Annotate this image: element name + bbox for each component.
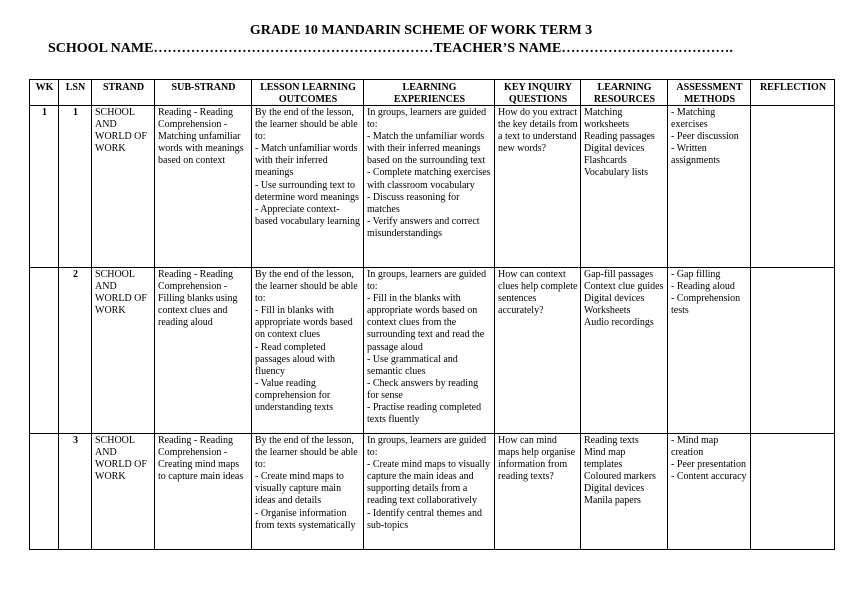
col-header-assessment: ASSESSMENT METHODS (668, 80, 751, 106)
cell-experiences-line: - Fill in the blanks with appropriate words based on context clues from the surrounding text and read the passage aloud (367, 293, 485, 353)
table-row (30, 434, 835, 550)
cell-experiences-line: - Complete matching exercises with classroom vocabulary (367, 167, 491, 191)
col-header-inquiry: KEY INQUIRY QUESTIONS (495, 80, 581, 106)
cell-resources-line: Digital devices (584, 143, 645, 155)
cell-experiences (364, 434, 495, 550)
col-header-reflection: REFLECTION (751, 80, 835, 106)
cell-experiences-line: - Create mind maps to visually capture the main ideas and supporting details from a reading text collaboratively (367, 459, 491, 507)
cell-resources-line: Coloured markers (584, 471, 656, 483)
cell-outcomes (252, 106, 364, 268)
cell-outcomes-line: - Value reading comprehension for understanding texts (255, 377, 334, 414)
col-header-outcomes: LESSON LEARNING OUTCOMES (252, 80, 364, 106)
cell-assessment-line: - Content accuracy (671, 471, 747, 483)
cell-resources-line: Context clue guides (584, 281, 664, 293)
cell-resources-line: Mind map templates (584, 447, 626, 471)
col-header-sub-strand: SUB-STRAND (155, 80, 252, 106)
cell-lesson: 3 (59, 434, 92, 550)
cell-resources-line: Manila papers (584, 495, 641, 507)
cell-resources-line: Vocabulary lists (584, 167, 648, 179)
cell-resources-line: Worksheets (584, 305, 631, 317)
cell-resources-line: Reading passages (584, 131, 655, 143)
cell-experiences-line: - Check answers by reading for sense (367, 377, 479, 401)
cell-week (30, 268, 59, 434)
scheme-of-work-table (29, 79, 835, 550)
cell-outcomes-line: By the end of the lesson, the learner should be able to: (255, 435, 358, 471)
cell-assessment-line: - Peer discussion (671, 131, 739, 143)
cell-assessment-line: - Comprehension tests (671, 293, 741, 317)
cell-outcomes (252, 268, 364, 434)
cell-resources-line: Reading texts (584, 435, 639, 446)
table-row (30, 106, 835, 268)
cell-strand: SCHOOL AND WORLD OF WORK (92, 268, 155, 434)
cell-experiences-line: In groups, learners are guided to: (367, 269, 487, 293)
cell-experiences-line: - Practise reading completed texts fluently (367, 402, 482, 426)
cell-experiences-line: In groups, learners are guided to: (367, 107, 487, 131)
cell-inquiry: How can context clues help complete sentences accurately? (495, 268, 581, 434)
cell-assessment-line: - Peer presentation (671, 459, 746, 471)
cell-reflection (751, 268, 835, 434)
cell-outcomes-line: By the end of the lesson, the learner should be able to: (255, 107, 358, 143)
cell-inquiry: How do you extract the key details from a text to understand new words? (495, 106, 581, 268)
cell-sub-strand: Reading - Reading Comprehension - Matching unfamiliar words with meanings based on context (155, 106, 252, 268)
cell-reflection (751, 106, 835, 268)
cell-outcomes-line: - Use surrounding text to determine word meanings (255, 179, 359, 203)
cell-experiences (364, 106, 495, 268)
cell-lesson: 1 (59, 106, 92, 268)
cell-assessment-line: - Mind map creation (671, 435, 719, 459)
cell-resources (581, 106, 668, 268)
cell-assessment (668, 434, 751, 550)
cell-sub-strand: Reading - Reading Comprehension - Filling blanks using context clues and reading aloud (155, 268, 252, 434)
cell-reflection (751, 434, 835, 550)
cell-experiences-line: - Identify central themes and sub-topics (367, 507, 482, 531)
cell-inquiry: How can mind maps help organise information from reading texts? (495, 434, 581, 550)
table-row (30, 268, 835, 434)
cell-week: 1 (30, 106, 59, 268)
cell-outcomes-line: - Appreciate context-based vocabulary learning (255, 203, 360, 227)
cell-resources-line: Audio recordings (584, 317, 654, 329)
cell-outcomes-line: - Fill in blanks with appropriate words based on context clues (255, 305, 353, 341)
cell-resources (581, 434, 668, 550)
document-title: GRADE 10 MANDARIN SCHEME OF WORK TERM 3 (249, 23, 593, 38)
cell-outcomes-line: - Match unfamiliar words with their inferred meanings (255, 143, 358, 179)
cell-outcomes-line: - Read completed passages aloud with fluency (255, 341, 335, 377)
cell-sub-strand: Reading - Reading Comprehension - Creating mind maps to capture main ideas (155, 434, 252, 550)
col-header-strand: STRAND (92, 80, 155, 106)
cell-experiences-line: - Match the unfamiliar words with their inferred meanings based on the surrounding text (367, 131, 486, 167)
cell-outcomes-line: - Create mind maps to visually capture main ideas and details (255, 471, 344, 507)
col-header-lsn: LSN (59, 80, 92, 106)
col-header-resources: LEARNING RESOURCES (581, 80, 668, 106)
cell-experiences-line: In groups, learners are guided to: (367, 435, 487, 459)
cell-lesson: 2 (59, 268, 92, 434)
cell-outcomes-line: By the end of the lesson, the learner should be able to: (255, 269, 358, 305)
cell-resources-line: Digital devices (584, 483, 645, 495)
cell-resources-line: Flashcards (584, 155, 627, 167)
cell-assessment-line: - Written assignments (671, 143, 720, 167)
cell-experiences (364, 268, 495, 434)
cell-resources (581, 268, 668, 434)
cell-assessment-line: - Reading aloud (671, 281, 735, 293)
cell-experiences-line: - Use grammatical and semantic clues (367, 353, 458, 377)
school-teacher-line: SCHOOL NAME……………………………………………………TEACHER’S NAME………………………………. (48, 41, 733, 56)
cell-assessment (668, 268, 751, 434)
table-header-row (30, 80, 835, 106)
cell-assessment-line: - Matching exercises (671, 107, 716, 131)
cell-resources-line: Matching worksheets (584, 107, 629, 131)
cell-outcomes-line: - Organise information from texts systematically (255, 507, 356, 531)
cell-strand: SCHOOL AND WORLD OF WORK (92, 434, 155, 550)
cell-week (30, 434, 59, 550)
col-header-experiences: LEARNING EXPERIENCES (364, 80, 495, 106)
cell-experiences-line: - Verify answers and correct misunderstandings (367, 215, 480, 239)
cell-outcomes (252, 434, 364, 550)
cell-strand: SCHOOL AND WORLD OF WORK (92, 106, 155, 268)
cell-resources-line: Digital devices (584, 293, 645, 305)
cell-resources-line: Gap-fill passages (584, 269, 654, 280)
col-header-wk: WK (30, 80, 59, 106)
cell-assessment (668, 106, 751, 268)
cell-assessment-line: - Gap filling (671, 269, 721, 280)
cell-experiences-line: - Discuss reasoning for matches (367, 191, 460, 215)
